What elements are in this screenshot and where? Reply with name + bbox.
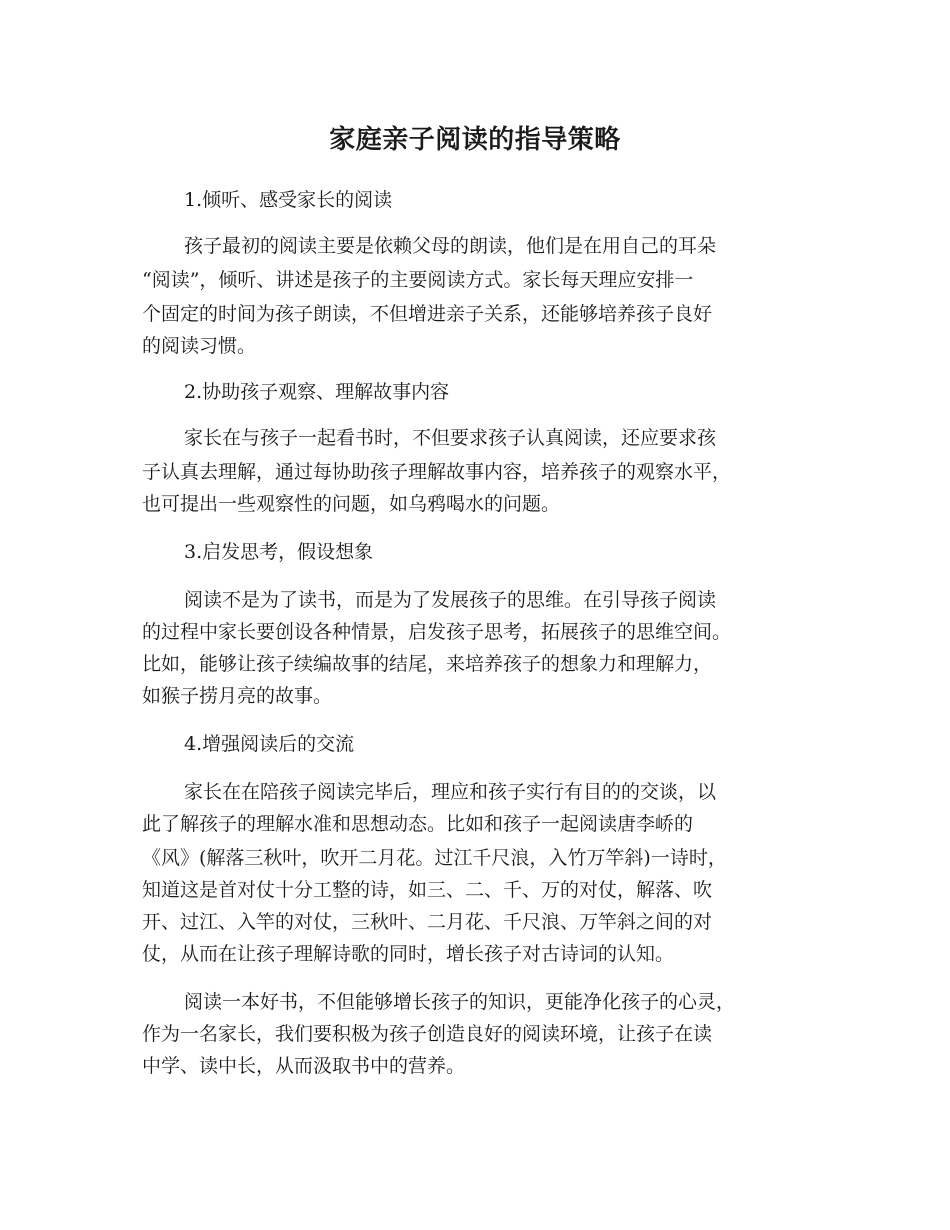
heading-3: 3.启发思考，假设想象 [184,541,374,563]
document-title: 家庭亲子阅读的指导策略 [329,125,621,155]
heading-1: 1.倾听、感受家长的阅读 [184,189,393,211]
paragraph-2-line-2: 子认真去理解，通过每协助孩子理解故事内容，培养孩子的观察水平， [142,461,732,483]
paragraph-4-line-2: 此了解孩子的理解水准和思想动态。比如和孩子一起阅读唐李峤的 [142,813,694,835]
paragraph-3-line-3: 比如，能够让孩子续编故事的结尾，来培养孩子的想象力和理解力， [142,653,713,675]
paragraph-1-line-4: 的阅读习惯。 [142,335,257,357]
paragraph-1-line-3: 个固定的时间为孩子朗读，不但增进亲子关系，还能够培养孩子良好 [142,303,713,325]
paragraph-3-line-4: 如猴子捞月亮的故事。 [142,685,333,707]
paragraph-4-line-3: 《风》(解落三秋叶，吹开二月花。过江千尺浪，入竹万竿斜)一诗时， [142,847,727,869]
paragraph-5-line-3: 中学、读中长，从而汲取书中的营养。 [142,1055,466,1077]
paragraph-4-line-6: 仗，从而在让孩子理解诗歌的同时，增长孩子对古诗词的认知。 [142,943,675,965]
heading-4: 4.增强阅读后的交流 [184,733,355,755]
paragraph-3-line-1: 阅读不是为了读书，而是为了发展孩子的思维。在引导孩子阅读 [184,589,717,611]
paragraph-5-line-1: 阅读一本好书，不但能够增长孩子的知识，更能净化孩子的心灵， [184,991,736,1013]
paragraph-1-line-2: “阅读”，倾听、讲述是孩子的主要阅读方式。家长每天理应安排一 [142,269,694,291]
paragraph-1-line-1: 孩子最初的阅读主要是依赖父母的朗读，他们是在用自己的耳朵 [184,235,717,257]
paragraph-4-line-5: 开、过江、入竿的对仗，三秋叶、二月花、千尺浪、万竿斜之间的对 [142,911,713,933]
paragraph-5-line-2: 作为一名家长，我们要积极为孩子创造良好的阅读环境，让孩子在读 [142,1023,713,1045]
paragraph-3-line-2: 的过程中家长要创设各种情景，启发孩子思考，拓展孩子的思维空间。 [142,621,732,643]
paragraph-2-line-3: 也可提出一些观察性的问题，如乌鸦喝水的问题。 [142,493,561,515]
paragraph-4-line-4: 知道这是首对仗十分工整的诗，如三、二、千、万的对仗，解落、吹 [142,879,713,901]
paragraph-2-line-1: 家长在与孩子一起看书时，不但要求孩子认真阅读，还应要求孩 [184,427,717,449]
paragraph-4-line-1: 家长在在陪孩子阅读完毕后，理应和孩子实行有目的的交谈，以 [184,781,717,803]
heading-2: 2.协助孩子观察、理解故事内容 [184,381,450,403]
